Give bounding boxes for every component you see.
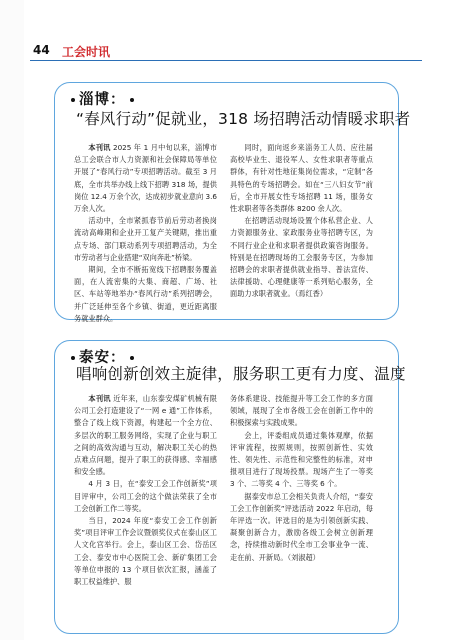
region-text: 淄博： [79, 92, 126, 108]
lead-label: 本刊讯 [88, 143, 111, 152]
paragraph: 期间，全市不断拓宽线下招聘服务覆盖面，在人流密集的大集、商超、广场、社区、车站等地举办“春风行动”系列招聘会，并广泛延伸至各个乡镇、街道，更近距离服务就业群众。 [74, 265, 217, 323]
page-margin [0, 0, 24, 640]
paragraph: 在招聘活动现场设置个体私营企业、人力资源服务业、家政服务业等招聘专区，为不同行业企业和求职者提供政策咨询服务。特别是在招聘现场的工会服务专区，为参加招聘会的求职者提供就业指导、普法宣传、法律援助、心理健康等一系列贴心服务，全面助力求职者就业。（焉红香） [230, 216, 373, 299]
bullet-dot [71, 356, 75, 360]
paragraph-text: 近年来，山东泰安煤矿机械有限公司工会打造建设了“一网 e 通”工作体系，整合了线上线下资源，构建起一个全方位、多层次的职工服务网络，实现了企业与职工之间的高效沟通与互动，解决职工关心的热点难点问题，提升了职工的获得感、幸福感和安全感。 [74, 394, 217, 477]
paragraph: 活动中，全市紧抓春节前后劳动者换岗流动高峰期和企业开工复产关键期，推出重点专场、部门联动系列专项招聘活动，为全市劳动者与企业搭建“双向奔赴”桥梁。 [74, 216, 217, 262]
page-header [0, 0, 450, 70]
paragraph: 4 月 3 日，在“泰安工会工作创新奖”项目评审中，公司工会的这个做法荣获了全市工会创新工作二等奖。 [74, 479, 217, 513]
article-title: “春风行动”促就业，318 场招聘活动情暖求职者 [76, 110, 411, 128]
bullet-dot [130, 98, 134, 102]
article-region-label [63, 88, 142, 109]
paragraph [74, 142, 217, 215]
paragraph: 当日，2024 年度“泰安工会工作创新奖”项目评审工作会议暨颁奖仪式在泰山区工人文化宫举行。会上，泰山区工会、岱岳区工会、泰安市中心医院工会、新矿集团工会等单位申报的 13 个项目依次汇报，涵盖了职工权益维护、服 [74, 516, 217, 587]
paragraph: 会上，评委组成员通过集体观摩，依据评审流程，按照规则，按照创新性、实效性、领先性、示范性和完整性的标准，对申报项目进行了现场投票。现场产生了一等奖 3 个、二等奖 4 个、三等奖 6 个。 [230, 430, 373, 489]
page-number: 44 [33, 43, 50, 57]
article-column-right [230, 393, 373, 564]
paragraph-text: 2025 年 1 月中旬以来，淄博市总工会联合市人力资源和社会保障局等单位开展了“春风行动”专项招聘活动。截至 3 月底，全市共举办线上线下招聘 318 场，提供岗位 12.4 万余个次，达成初步就业意向 3.6 万余人次。 [74, 143, 217, 214]
paragraph: 务体系建设、技能提升等工会工作的多方面领域，展现了全市各级工会在创新工作中的积极探索与实践成果。 [230, 394, 373, 428]
article-column-right [230, 142, 373, 301]
paragraph: 同时，面向返乡来淄务工人员、应往届高校毕业生、退役军人、女性求职者等重点群体，有针对性地征集岗位需求，“定制”各具特色的专场招聘会。如在“三八妇女节”前后，全市开展女性专场招聘 11 场，服务女性求职者等各类群体 8200 余人次。 [230, 143, 373, 214]
article-column-left [74, 393, 217, 588]
article-column-left [74, 142, 217, 325]
article-title: 唱响创新创效主旋律，服务职工更有力度、温度 [76, 365, 406, 383]
lead-label: 本刊讯 [88, 394, 111, 403]
header-rule [30, 60, 422, 61]
section-name: 工会时讯 [62, 45, 111, 59]
paragraph [74, 393, 217, 478]
bullet-dot [71, 98, 75, 102]
bullet-dot [130, 356, 134, 360]
paragraph: 据泰安市总工会相关负责人介绍，“泰安工会工作创新奖”评选活动 2022 年启动，每年评选一次。评选目的是为引领创新实践、凝聚创新合力，激励各级工会树立创新理念，持续推动新时代全市工会事业争一流、走在前、开新局。（刘淑超） [230, 491, 373, 562]
region-text: 泰安： [79, 350, 126, 366]
